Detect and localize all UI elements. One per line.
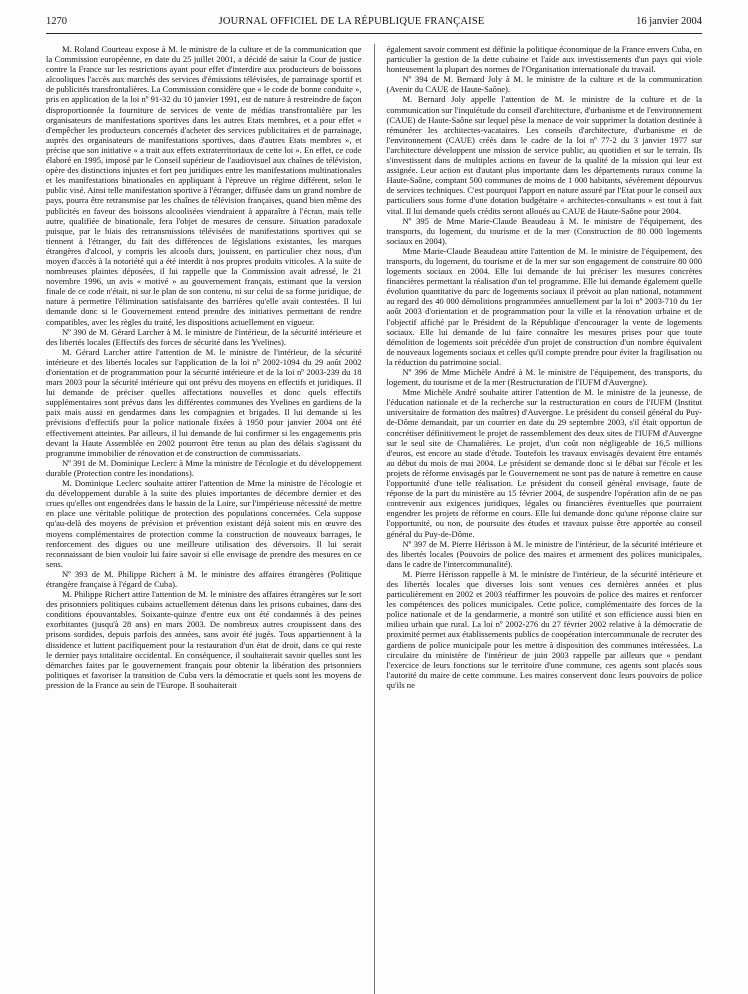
question-text-larcher: M. Gérard Larcher attire l'attention de M. le ministre de l'intérieur, de la sécurité intérieure et des libertés locales sur l'application de la loi nº 2002-1094 du 29 août 2002 d'orientation et de programmation pour la sécurité intérieure et de la loi nº 2003-239 du 18 mars 2003 pour la sécurité intérieure qui ont prévu des moyens en effectifs et juridiques. Il lui demande de préciser quelles affectations nouvelles et donc quels effectifs supplémentaires sont prévus dans les différentes communes des Yvelines en gardiens de la paix mais aussi en gendarmes dans les compagnies et brigades. Il lui demande si les prévisions d'effectifs pour la police nationale fixées à 1950 pour janvier 2004 ont été effectivement atteintes. Par ailleurs, il lui demande de lui confirmer si les engagements pris devant la Haute Assemblée en 2002 pourront être tenus au plan des délais s'agissant du programme immobilier de rénovation et de construction de commissariats. [46,346,362,458]
question-text-leclerc: M. Dominique Leclerc souhaite attirer l'attention de Mme la ministre de l'écologie et du développement durable à la suite des pluies importantes de décembre dernier et des crues qu'elles ont engendrées dans le bassin de la Loire, sur l'impérieuse nécessité de mettre en place une véritable politique de protection des populations concernées. Cela suppose qu'au-delà des moyens de prévision et prévention existant déjà soient mis en œuvre des moyens complémentaires de protection comme la construction de nouveaux barrages, le renforcement des digues ou une meilleure utilisation des déversoirs. Il lui serait reconnaissant de bien vouloir lui faire savoir si elle envisage de prendre des mesures en ce sens. [46,478,362,569]
question-text-joly: M. Bernard Joly appelle l'attention de M. le ministre de la culture et de la communication sur l'inquiétude du conseil d'architecture, d'urbanisme et de l'environnement (CAUE) de Haute-Saône sur lequel pèse la menace de voir supprimer la dotation destinée à rémunérer les architectes-vacataires. Les conseils d'architecture, d'urbanisme et de l'environnement (CAUE) créés dans le cadre de la loi nº 77-2 du 3 janvier 1977 sur l'architecture développent une mission de service public, au quotidien et sur le terrain. Ils s'investissent dans de multiples actions en faveur de la qualité de la mission qui leur est assignée. Leur action est d'autant plus importante dans les départements ruraux comme la Haute-Saône, comptant 500 communes de moins de 1 000 habitants, sévèrement dépourvus de services techniques. C'est pourquoi l'apport en nature assuré par l'Etat pour le conseil aux particuliers sous forme d'une dotation budgétaire « architectes-consultants » est tout à fait vital. Il lui demande quels crédits seront alloués au CAUE de Haute-Saône pour 2004. [386,94,702,216]
publication-date: 16 janvier 2004 [636,16,702,27]
question-heading-391: Nº 391 de M. Dominique Leclerc à Mme la ministre de l'écologie et du développement durable (Protection contre les inondations). [46,457,362,478]
question-text-richert-continued: également savoir comment est définie la politique économique de la France envers Cuba, en particulier la gestion de la dette cubaine et l'aide aux investissements d'un pays qui viole honteusement la plupart des normes de l'Organisation internationale du travail. [386,44,702,75]
question-text-andre: Mme Michèle André souhaite attirer l'attention de M. le ministre de la jeunesse, de l'éducation nationale et de la recherche sur la restructuration en cours de l'IUFM (Institut universitaire de formation des maîtres) d'Auvergne. Le président du conseil général du Puy-de-Dôme demandait, par un courrier en date du 29 septembre 2003, s'il était opportun de concrétiser définitivement le projet de rassemblement des deux sites de l'IUFM d'Auvergne sur le seul site de Chamalières. Le projet, d'un coût non négligeable de 16,5 millions d'euros, est encore au stade d'étude. Toutefois les travaux envisagés devaient être entamés au début du mois de mai 2004. Le président se demande donc si le débat sur l'école et les projets de réforme envisagés par le Gouvernement ne sont pas de nature à remettre en cause l'opportunité d'une telle réalisation. Le président du conseil général envisage, faute de réponse de la part du ministère au 15 février 2004, de suspendre l'opération afin de ne pas contrevenir aux exigences juridiques, légales ou financières éventuelles que pourraient engendrer les projets de réforme en cours. Elle lui demande donc qu'une réponse claire sur l'opportunité, ou non, de poursuite des études et travaux puisse être apportée au conseil général du Puy-de-Dôme. [386,387,702,539]
question-heading-393: Nº 393 de M. Philippe Richert à M. le ministre des affaires étrangères (Politique étrangère française à l'égard de Cuba). [46,568,362,589]
journal-title: JOURNAL OFFICIEL DE LA RÉPUBLIQUE FRANÇAISE [218,16,485,27]
question-heading-390: Nº 390 de M. Gérard Larcher à M. le ministre de l'intérieur, de la sécurité intérieure et des libertés locales (Effectifs des forces de sécurité dans les Yvelines). [46,326,362,347]
page-header [46,16,702,34]
question-heading-397: Nº 397 de M. Pierre Hérisson à M. le ministre de l'intérieur, de la sécurité intérieure et des libertés locales (Pouvoirs de police des maires et armement des polices municipales, dans le cadre de l'intercommunalité). [386,538,702,569]
question-heading-396: Nº 396 de Mme Michèle André à M. le ministre de l'équipement, des transports, du logement, du tourisme et de la mer (Restructuration de l'IUFM d'Auvergne). [386,367,702,388]
question-heading-395: Nº 395 de Mme Marie-Claude Beaudeau à M. le ministre de l'équipement, des transports, du logement, du tourisme et de la mer (Construction de 80 000 logements sociaux en 2004). [386,215,702,246]
text-columns [46,44,702,994]
question-text-richert: M. Philippe Richert attire l'attention de M. le ministre des affaires étrangères sur le sort des prisonniers politiques cubains actuellement détenus dans les prisons cubaines, dans des conditions épouvantables. Soixante-quinze d'entre eux ont été condamnés à des peines exorbitantes (jusqu'à 28 ans) en mars 2003. De nombreux autres croupissent dans des prisons sordides, depuis parfois des années, sans avoir été jugés. Tous appartiennent à la dissidence et luttent pacifiquement pour la restauration d'un état de droit, dans ce qui reste le dernier pays totalitaire occidental. En conséquence, il souhaiterait savoir quelles sont les démarches faites par le gouvernement français pour obtenir la libération des prisonniers politiques et favoriser la transition de Cuba vers la démocratie et quels sont les moyens de pression de la France au sein de l'Europe. Il souhaiterait [46,589,362,690]
question-heading-394: Nº 394 de M. Bernard Joly à M. le ministre de la culture et de la communication (Avenir du CAUE de Haute-Saône). [386,74,702,95]
page-number: 1270 [46,16,67,27]
question-text-herisson: M. Pierre Hérisson rappelle à M. le ministre de l'intérieur, de la sécurité intérieure et des libertés locales que diverses lois sont venues ces dernières années et plus particulièrement en 2002 et 2003 réaffirmer les pouvoirs de police des maires et renforcer les compétences des polices municipales. Cette police, complémentaire des forces de la police nationale et de la gendarmerie, a montré son utilité et son efficience aussi bien en milieu urbain que rural. La loi nº 2002-276 du 27 février 2002 relative à la démocratie de proximité permet aux établissements publics de coopération intercommunale de recruter des gardiens de police municipale pour les mettre à disposition des communes intéressées. La circulaire du ministère de l'intérieur de juin 2003 rappelle par ailleurs que « pendant l'exercice de leurs fonctions sur le territoire d'une commune, ces agents sont placés sous l'autorité du maire de cette commune. Les maires conservent donc leurs pouvoirs de police qu'ils ne [386,568,702,690]
right-column [374,44,703,994]
question-text-beaudeau: Mme Marie-Claude Beaudeau attire l'attention de M. le ministre de l'équipement, des transports, du logement, du tourisme et de la mer sur son engagement de construire 80 000 logements sociaux en 2004. Elle lui demande de lui préciser les mesures concrètes financières permettant la réalisation d'un tel programme. Elle lui demande également quelle évolution quantitative du parc de logements sociaux il prévoit au plan national, notamment au regard des 40 000 démolitions programmées annuellement par la loi nº 2003-710 du 1er août 2003 d'orientation et de programmation pour la ville et la rénovation urbaine et de l'objectif affiché par le Président de la République d'encourager la vente de logements sociaux. Elle lui demande de lui faire connaître les mesures prises pour que toute démolition de logements soit précédée d'un projet de construction d'un nombre équivalent de nouveaux logements sociaux et celles qu'il compte prendre pour éviter la fragilisation ou la réduction du patrimoine social. [386,245,702,367]
question-text-courteau: M. Roland Courteau expose à M. le ministre de la culture et de la communication que la Commission européenne, en date du 25 juillet 2001, a décidé de saisir la Cour de justice contre la France sur les restrictions ayant pour effet d'interdire aux producteurs de boissons alcooliques l'accès aux marchés des services d'émissions télévisées, de parrainage sportif et de publicités transfrontalières. La Commission considère que « le code de bonne conduite », pris en application de la loi nº 91-32 du 10 janvier 1991, est de nature à restreindre de façon disproportionnée la fourniture de services de vente de médias transfrontalière par les organisateurs de manifestations sportives dans les autres Etats membres, et a pour effet « d'empêcher les producteurs concernés d'acheter des services publicitaires et de parrainage, auprès des organisateurs de manifestations sportives, dans d'autres Etats membres », et précise que son initiative « a trait aux effets extraterritoriaux de cette loi ». En effet, ce code élaboré en 1995, imposé par le Conseil supérieur de l'audiovisuel aux chaînes de télévision, opère des distinctions injustes et fort peu juridiques entre les manifestations multinationales et les manifestations binationales en appliquant à l'épreuve un régime différent, selon le public visé. Ainsi telle manifestation sportive à l'étranger, diffusée dans un grand nombre de pays, pourra être retransmise par les chaînes de télévision françaises, quand bien même des publicités en faveur des boissons alcoolisées viendraient à apparaître à l'écran, mais telle autre, qualifiée de binationale, fera l'objet de mesures de censure. Situation paradoxale puisque, par le biais des retransmissions télévisées de manifestations sportives qui se tiennent à l'étranger, du fait des différences de législations existantes, les marques étrangères d'alcool, y compris les alcools durs, jouissent, en particulier chez nous, d'un moyen d'accès à la notoriété qui a été interdit à nos propres produits viticoles. A la suite de nombreuses plaintes déposées, il lui rappelle que la Commission avait adressé, le 21 novembre 1996, un avis « motivé » au gouvernement français, estimant que la version finale de ce code n'était, ni sur le plan de son contenu, ni sur celui de sa forme juridique, de nature à permettre l'élimination satisfaisante des barrières qu'elle avait contestées. Il lui demande donc si le Gouvernement entend prendre des initiatives permettant de rendre compatibles, avec les règles du traité, les dispositions actuellement en vigueur. [46,44,362,327]
left-column [46,44,362,994]
